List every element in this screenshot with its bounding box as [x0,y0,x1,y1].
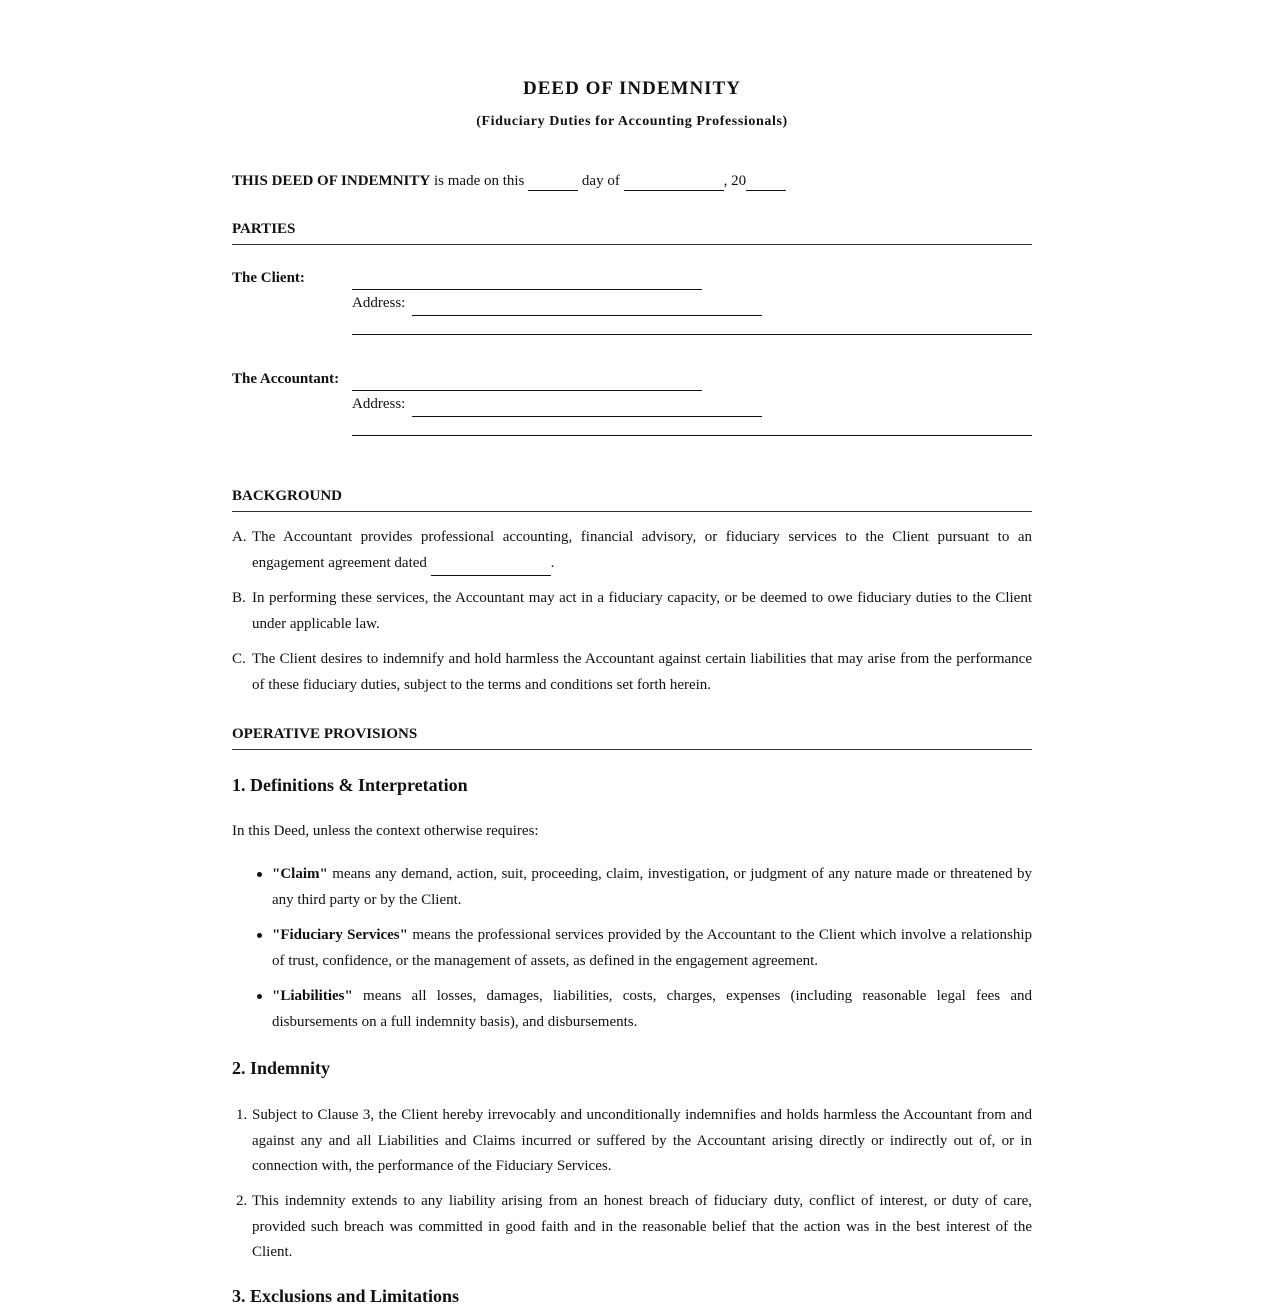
background-text: In performing these services, the Accountant may act in a fiduciary capacity, or be deemed to owe fiduciary duties to the Client under applicable law. [252,590,1032,632]
engagement-date-field[interactable] [431,557,551,576]
bullet-icon [257,994,262,999]
operative-heading: OPERATIVE PROVISIONS [232,726,1032,750]
background-heading: BACKGROUND [232,488,1032,512]
item-text: This indemnity extends to any liability arising from an honest breach of fiduciary duty, conflict of interest, or duty of care, provided such breach was committed in good faith and in the reasonable belief that the action was in the best interest of the Client. [252,1193,1032,1260]
definition-fiduciary-services [272,923,1032,974]
background-text: The Accountant provides professional accounting, financial advisory, or fiduciary services to the Client pursuant to an engagement agreement dated [252,529,1032,571]
accountant-name-field[interactable] [352,390,702,391]
day-blank-field[interactable] [528,170,578,191]
definition-claim [272,862,1032,913]
client-address-label: Address: [352,295,406,311]
client-address-field[interactable] [412,315,762,316]
client-name-field[interactable] [352,289,702,290]
bullet-icon [257,872,262,877]
month-blank-field[interactable] [624,170,724,191]
parties-heading: PARTIES [232,221,1032,245]
intro-day-of: day of [581,173,620,189]
year-blank-field[interactable] [746,170,786,191]
definition-text: means any demand, action, suit, proceeding, claim, investigation, or judgment of any nature made or threatened by any third party or by the Client. [272,866,1033,908]
background-item-b [232,586,1032,637]
indemnity-item-1 [232,1103,1032,1180]
background-item-a: A. The Accountant provides professional accounting, financial advisory, or fiduciary services to the Client pursuant to an engagement agreement dated . [232,525,1032,576]
definition-term: "Claim" [272,866,328,882]
accountant-label: The Accountant: [232,371,340,387]
definition-term: "Fiduciary Services" [272,927,408,943]
background-text: The Client desires to indemnify and hold harmless the Accountant against certain liabilities that may arise from the performance of these fiduciary duties, subject to the terms and conditions set forth herein. [252,651,1032,693]
document-subtitle: (Fiduciary Duties for Accounting Professionals) [476,114,788,129]
background-marker: A. [232,529,247,545]
definition-text: means all losses, damages, liabilities, costs, charges, expenses (including reasonable legal fees and disbursements on a full indemnity basis), and disbursements. [272,988,1032,1030]
section-1-title: 1. Definitions & Interpretation [232,775,468,795]
background-marker: B. [232,590,246,606]
accountant-address-field[interactable] [412,416,762,417]
section-1-intro: In this Deed, unless the context otherwise requires: [232,823,539,839]
intro-line [232,170,786,191]
section-2-title: 2. Indemnity [232,1058,331,1078]
section-3-title: 3. Exclusions and Limitations [232,1286,460,1306]
background-marker: C. [232,651,246,667]
document-title: DEED OF INDEMNITY [523,78,741,99]
item-number: 1. [236,1107,248,1123]
definition-term: "Liabilities" [272,988,353,1004]
intro-made-on: is made on this [433,173,525,189]
background-item-c [232,647,1032,698]
item-text: Subject to Clause 3, the Client hereby irrevocably and unconditionally indemnifies and holds harmless the Accountant from and against any and all Liabilities and Claims incurred or suffered by the Accountant arising directly or indirectly out of, or in connection with, the performance of the Fiduciary Services. [252,1107,1032,1174]
intro-lead: THIS DEED OF INDEMNITY [232,173,431,189]
item-number: 2. [236,1193,248,1209]
definition-text: means the professional services provided by the Accountant to the Client which involve a relationship of trust, confidence, or the management of assets, as defined in the engagement agreement. [272,927,1033,969]
client-address-line2-field[interactable] [352,334,1032,335]
client-label: The Client: [232,270,305,286]
accountant-address-label: Address: [352,396,406,412]
accountant-address-line2-field[interactable] [352,435,1032,436]
indemnity-item-2 [232,1189,1032,1266]
bullet-icon [257,933,262,938]
intro-year-prefix: , 20 [723,173,747,189]
definition-liabilities [272,984,1032,1035]
